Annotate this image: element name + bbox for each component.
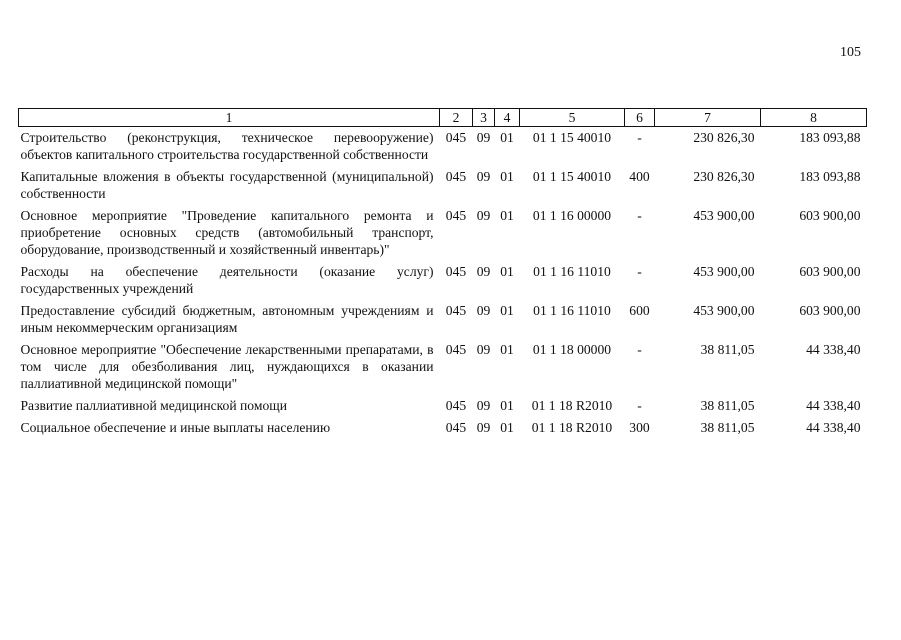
row-c2: 045	[445, 303, 467, 318]
row-c7: 230 826,30	[693, 130, 755, 145]
row-c4: 01	[500, 130, 514, 145]
row-c4: 01	[500, 208, 514, 223]
column-header: 7	[655, 109, 761, 127]
column-header: 5	[520, 109, 625, 127]
row-c4: 01	[500, 398, 514, 413]
row-c6: -	[637, 264, 642, 279]
column-header: 1	[19, 109, 440, 127]
row-c8: 44 338,40	[806, 420, 861, 435]
row-c4: 01	[500, 264, 514, 279]
row-name: Расходы на обеспечение деятельности (оказание услуг) государственных учреждений	[20, 264, 434, 296]
row-c3: 09	[476, 342, 491, 357]
row-c3: 09	[476, 208, 491, 223]
row-c2: 045	[445, 420, 467, 435]
row-c7: 38 811,05	[700, 420, 755, 435]
row-c7: 38 811,05	[700, 398, 755, 413]
row-c3: 09	[476, 398, 491, 413]
table-row	[19, 207, 867, 263]
row-c6: -	[637, 398, 642, 413]
row-c6: -	[637, 208, 642, 223]
table-row	[19, 263, 867, 302]
row-c3: 09	[476, 169, 491, 184]
row-c6: 400	[629, 169, 650, 184]
table-row	[19, 168, 867, 207]
row-c2: 045	[445, 169, 467, 184]
row-c8: 183 093,88	[799, 169, 861, 184]
row-c5: 01 1 18 R2010	[531, 420, 613, 435]
row-c2: 045	[445, 130, 467, 145]
row-c5: 01 1 18 R2010	[531, 398, 613, 413]
row-name: Основное мероприятие "Проведение капитального ремонта и приобретение основных средств (автомобильный транспорт, оборудование, производственный и хозяйственный инвентарь)"	[20, 208, 434, 257]
row-c7: 453 900,00	[693, 303, 755, 318]
row-c4: 01	[500, 420, 514, 435]
row-c3: 09	[476, 420, 491, 435]
row-name: Капитальные вложения в объекты государственной (муниципальной) собственности	[20, 169, 434, 201]
budget-table	[18, 108, 867, 441]
row-c8: 183 093,88	[799, 130, 861, 145]
row-c2: 045	[445, 208, 467, 223]
row-name: Основное мероприятие "Обеспечение лекарственными препаратами, в том числе для обезболивания лиц, нуждающихся в оказании паллиативной медицинской помощи"	[20, 342, 434, 391]
row-c7: 453 900,00	[693, 264, 755, 279]
table-row	[19, 419, 867, 441]
column-header: 8	[761, 109, 867, 127]
row-c6: -	[637, 342, 642, 357]
row-c8: 44 338,40	[806, 398, 861, 413]
column-header: 2	[440, 109, 473, 127]
row-name: Развитие паллиативной медицинской помощи	[20, 398, 287, 413]
column-header: 6	[625, 109, 655, 127]
page-number: 105	[840, 45, 861, 60]
table-row	[19, 127, 867, 169]
row-c4: 01	[500, 342, 514, 357]
row-c5: 01 1 16 11010	[533, 264, 611, 279]
row-c7: 230 826,30	[693, 169, 755, 184]
row-c8: 603 900,00	[799, 208, 861, 223]
row-c5: 01 1 18 00000	[532, 342, 612, 357]
header-row	[19, 109, 867, 127]
row-c4: 01	[500, 303, 514, 318]
row-name: Социальное обеспечение и иные выплаты населению	[20, 420, 331, 435]
table-header	[19, 109, 867, 127]
row-c5: 01 1 16 00000	[532, 208, 612, 223]
row-c8: 603 900,00	[799, 264, 861, 279]
row-c6: 600	[629, 303, 650, 318]
column-header: 4	[495, 109, 520, 127]
row-name: Строительство (реконструкция, техническое перевооружение) объектов капитального строительства государственной собственности	[20, 130, 434, 162]
row-c6: 300	[629, 420, 650, 435]
row-c3: 09	[476, 303, 491, 318]
row-c5: 01 1 15 40010	[532, 130, 612, 145]
row-c4: 01	[500, 169, 514, 184]
row-c8: 44 338,40	[806, 342, 861, 357]
row-c3: 09	[476, 264, 491, 279]
row-c2: 045	[445, 398, 467, 413]
row-c3: 09	[476, 130, 491, 145]
row-c5: 01 1 15 40010	[532, 169, 612, 184]
row-c6: -	[637, 130, 642, 145]
row-c8: 603 900,00	[799, 303, 861, 318]
row-c7: 453 900,00	[693, 208, 755, 223]
table-body	[19, 127, 867, 442]
row-name: Предоставление субсидий бюджетным, автономным учреждениям и иным некоммерческим организациям	[20, 303, 434, 335]
row-c7: 38 811,05	[700, 342, 755, 357]
row-c2: 045	[445, 342, 467, 357]
row-c5: 01 1 16 11010	[533, 303, 611, 318]
row-c2: 045	[445, 264, 467, 279]
table-row	[19, 341, 867, 397]
column-header: 3	[473, 109, 495, 127]
table-row	[19, 302, 867, 341]
table-row	[19, 397, 867, 419]
